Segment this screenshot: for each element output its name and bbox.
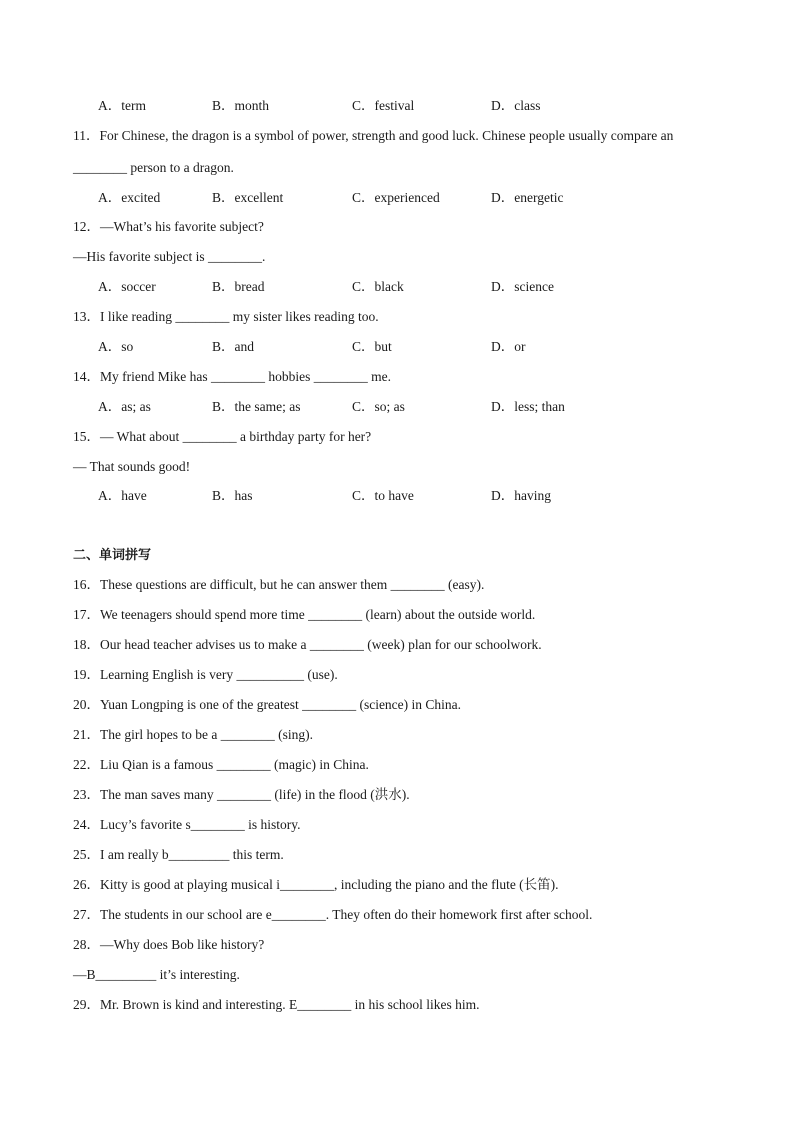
q12-stem-line2: —His favorite subject is ________. xyxy=(73,249,266,264)
spelling-item-28-line1: 28．—Why does Bob like history? xyxy=(73,937,265,952)
spelling-item-24: 24．Lucy’s favorite s________ is history. xyxy=(73,817,301,832)
spelling-item-22: 22．Liu Qian is a famous ________ (magic) in China. xyxy=(73,757,369,772)
q13-options xyxy=(98,338,738,356)
q15-option-d[interactable]: D．having xyxy=(491,488,551,503)
q11-options xyxy=(98,189,738,207)
q15-options xyxy=(98,487,738,505)
q14-option-c[interactable]: C．so; as xyxy=(352,399,405,414)
q10-options xyxy=(98,97,738,115)
q14-option-b[interactable]: B．the same; as xyxy=(212,399,301,414)
q13-option-c[interactable]: C．but xyxy=(352,339,392,354)
q14-option-a[interactable]: A．as; as xyxy=(98,399,151,414)
q13-option-a[interactable]: A．so xyxy=(98,339,134,354)
spelling-item-17: 17．We teenagers should spend more time ________ (learn) about the outside world. xyxy=(73,607,536,622)
q14-options xyxy=(98,398,738,416)
q12-option-b[interactable]: B．bread xyxy=(212,279,265,294)
q10-option-a[interactable]: A．term xyxy=(98,98,146,113)
q10-option-b[interactable]: B．month xyxy=(212,98,270,113)
spelling-item-20: 20．Yuan Longping is one of the greatest ________ (science) in China. xyxy=(73,697,462,712)
section-title-spelling: 二、单词拼写 xyxy=(73,548,152,563)
spelling-item-21: 21．The girl hopes to be a ________ (sing). xyxy=(73,727,313,742)
q14-option-d[interactable]: D．less; than xyxy=(491,399,565,414)
q14-stem: 14．My friend Mike has ________ hobbies ________ me. xyxy=(73,369,391,384)
q11-stem-line2: ________ person to a dragon. xyxy=(73,160,234,175)
spelling-item-27: 27．The students in our school are e________. They often do their homework first after school. xyxy=(73,907,593,922)
q12-stem-line1: 12．—What’s his favorite subject? xyxy=(73,219,264,234)
q11-stem-line1: 11．For Chinese, the dragon is a symbol of power, strength and good luck. Chinese people usually compare an xyxy=(73,128,674,143)
spelling-item-29: 29．Mr. Brown is kind and interesting. E________ in his school likes him. xyxy=(73,997,480,1012)
q11-option-c[interactable]: C．experienced xyxy=(352,190,440,205)
spelling-item-18: 18．Our head teacher advises us to make a ________ (week) plan for our schoolwork. xyxy=(73,637,542,652)
spelling-item-28-line2: —B_________ it’s interesting. xyxy=(73,967,240,982)
q10-option-c[interactable]: C．festival xyxy=(352,98,415,113)
q11-option-d[interactable]: D．energetic xyxy=(491,190,564,205)
q15-option-b[interactable]: B．has xyxy=(212,488,253,503)
spelling-item-23: 23．The man saves many ________ (life) in the flood (洪水). xyxy=(73,787,410,802)
spelling-item-16: 16．These questions are difficult, but he can answer them ________ (easy). xyxy=(73,577,485,592)
q11-option-b[interactable]: B．excellent xyxy=(212,190,284,205)
q15-option-c[interactable]: C．to have xyxy=(352,488,414,503)
q15-option-a[interactable]: A．have xyxy=(98,488,147,503)
q15-stem-line2: — That sounds good! xyxy=(73,459,191,474)
q12-option-a[interactable]: A．soccer xyxy=(98,279,156,294)
spelling-item-26: 26．Kitty is good at playing musical i________, including the piano and the flute (长笛). xyxy=(73,877,559,892)
q10-option-d[interactable]: D．class xyxy=(491,98,541,113)
q13-stem: 13．I like reading ________ my sister likes reading too. xyxy=(73,309,379,324)
q12-options xyxy=(98,278,738,296)
spelling-item-25: 25．I am really b_________ this term. xyxy=(73,847,284,862)
spelling-item-19: 19．Learning English is very __________ (use). xyxy=(73,667,338,682)
q12-option-d[interactable]: D．science xyxy=(491,279,554,294)
q15-stem-line1: 15．— What about ________ a birthday party for her? xyxy=(73,429,372,444)
q13-option-d[interactable]: D．or xyxy=(491,339,526,354)
q12-option-c[interactable]: C．black xyxy=(352,279,404,294)
q11-option-a[interactable]: A．excited xyxy=(98,190,161,205)
q13-option-b[interactable]: B．and xyxy=(212,339,254,354)
